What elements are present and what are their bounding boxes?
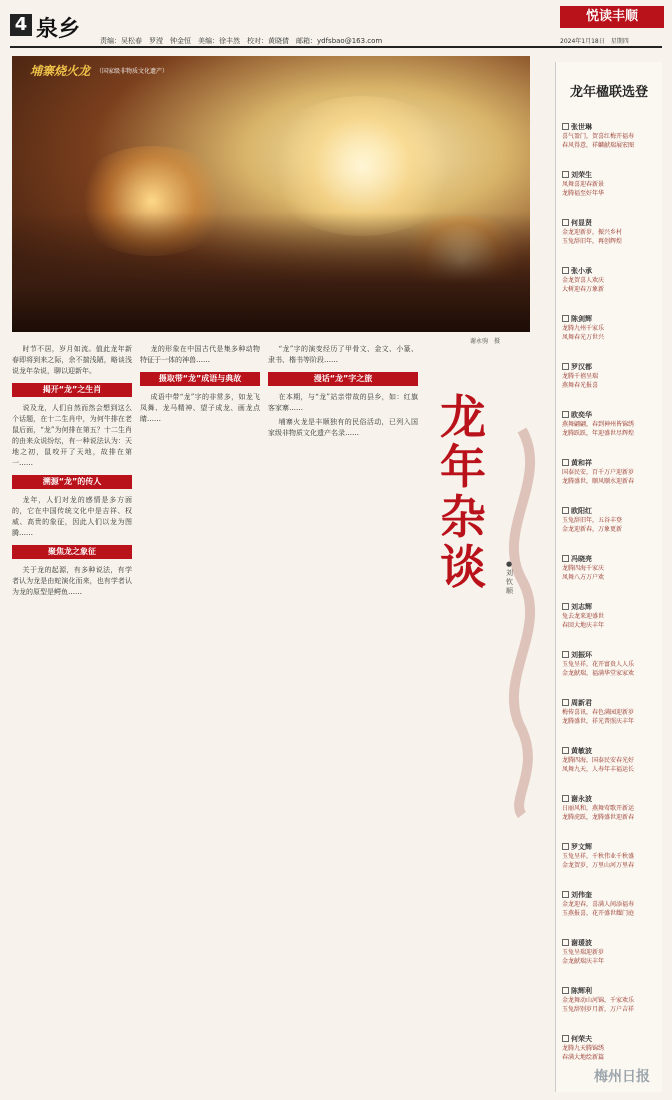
couplet-line: 凤舞八方万户欢 — [562, 574, 605, 581]
couplet-line: 大树迎春万象新 — [562, 286, 605, 293]
paragraph: 在本期，与“龙”站亲带故的县乡，如：红旗客家寨…… — [268, 393, 418, 412]
couplet-entry — [562, 410, 658, 438]
couplet-line: 龙腾跃跃，年迎盛世尽辉煌 — [562, 430, 635, 437]
couplet-entry — [562, 650, 658, 678]
couplet-line: 玉兔呈祥，千秋伟业千秋盛 — [562, 853, 635, 860]
couplet-entry — [562, 1034, 658, 1062]
couplet-line: 龙腾虎跃，龙腾盛世迎新春 — [562, 814, 635, 821]
article-column-1 — [12, 344, 132, 601]
subheading: 摄取带“龙”成语与典故 — [140, 372, 260, 386]
couplet-author: 刘志辉 — [562, 602, 658, 612]
couplet-line: 龙腾盛世，顺风顺水迎新春 — [562, 478, 635, 485]
couplet-line: 燕舞春光报喜 — [562, 382, 599, 389]
couplet-line: 凤舞九天，人寿年丰福运长 — [562, 766, 635, 773]
couplet-author: 张世琳 — [562, 122, 658, 132]
couplet-entry — [562, 794, 658, 822]
subheading: 漫话“龙”字之旅 — [268, 372, 418, 386]
couplets-sidebar — [555, 62, 662, 1092]
subheading: 揭开“龙”之生肖 — [12, 383, 132, 397]
dragon-illustration — [490, 420, 554, 820]
paragraph: “龙”字的演变经历了甲骨文、金文、小篆、隶书、楷书等阶段…… — [268, 345, 418, 364]
couplet-line: 玉燕报喜，花开盛世耀门庭 — [562, 910, 635, 917]
couplet-entry — [562, 362, 658, 390]
photo-tag: 埔寨烧火龙 — [30, 64, 91, 78]
page-number: 4 — [10, 14, 32, 36]
couplet-author: 陈剑辉 — [562, 314, 658, 324]
couplet-entry — [562, 890, 658, 918]
couplet-author: 冯晓亮 — [562, 554, 658, 564]
couplet-author: 黄和祥 — [562, 458, 658, 468]
couplet-entry — [562, 986, 658, 1014]
brand-banner: 悦读丰顺 — [560, 6, 664, 28]
article-column-3 — [268, 344, 418, 442]
couplet-line: 龙腾九天腾锦绣 — [562, 1045, 605, 1052]
paragraph: 成语中带“龙”字的非常多，如龙飞凤舞、龙马精神、望子成龙、画龙点睛…… — [140, 393, 260, 423]
editor-meta: 责编：吴松春 罗滢 钟金恒 美编：徐丰然 校对：黄晓倩 邮箱：ydfsbao@163.com — [100, 37, 383, 45]
article-column-2 — [140, 344, 260, 428]
couplet-entry — [562, 506, 658, 534]
couplet-line: 梅传喜讯，春色满园迎新岁 — [562, 709, 635, 716]
couplet-line: 凤舞春光万世兴 — [562, 334, 605, 341]
section-title: 泉乡 — [36, 16, 81, 42]
couplet-entry — [562, 698, 658, 726]
newspaper-logo: 梅州日报 — [594, 1069, 650, 1085]
couplet-line: 凤舞喜迎春新景 — [562, 181, 605, 188]
couplet-line: 金龙贺喜人欢庆 — [562, 277, 605, 284]
couplet-line: 龙腾福至好年华 — [562, 190, 605, 197]
paragraph: 龙的形象在中国古代是集多种动物特征于一体的神兽…… — [140, 345, 260, 364]
couplet-entry — [562, 938, 658, 966]
couplet-entry — [562, 314, 658, 342]
couplet-line: 日丽风和，燕舞莺歌开新运 — [562, 805, 635, 812]
couplet-line: 金龙迎新岁，振兴乡村 — [562, 229, 623, 236]
page-header — [0, 0, 672, 52]
article-author: ●刘钦顺 — [506, 560, 513, 595]
couplet-line: 春满大地绘新篇 — [562, 1054, 605, 1061]
couplet-entry — [562, 602, 658, 630]
couplet-author: 谢永波 — [562, 794, 658, 804]
sidebar-title: 龙年楹联选登 — [569, 85, 648, 100]
article-title: 龙年杂谈 — [440, 390, 486, 594]
couplet-entry — [562, 122, 658, 150]
couplet-author: 何显贤 — [562, 218, 658, 228]
couplet-line: 兔去龙来迎盛世 — [562, 613, 605, 620]
paragraph: 关于龙的起源，有多种说法，有学者认为龙是由蛇演化而来，也有学者认为龙的原型是鳄鱼…… — [12, 566, 132, 596]
photo-tag-sub: （国家级非物质文化遗产） — [96, 68, 169, 75]
couplet-line: 金龙迎新春，万象更新 — [562, 526, 623, 533]
couplet-entry — [562, 554, 658, 582]
couplet-line: 玉兔辞旧年，五谷丰登 — [562, 517, 623, 524]
couplet-author: 欧阳红 — [562, 506, 658, 516]
couplet-author: 黄敏波 — [562, 746, 658, 756]
couplet-line: 龙腾四海千家庆 — [562, 565, 605, 572]
couplet-line: 龙腾盛世，祥光普照庆丰年 — [562, 718, 635, 725]
couplet-line: 玉兔辞别岁月新，万户吉祥 — [562, 1006, 635, 1013]
couplet-author: 罗文辉 — [562, 842, 658, 852]
couplet-line: 金龙贺岁，万里山河万里春 — [562, 862, 635, 869]
couplet-line: 金龙舞动山河锦，千家欢乐 — [562, 997, 635, 1004]
couplet-line: 春风得意，祥麟献瑞展宏图 — [562, 142, 635, 149]
couplet-author: 何荣夫 — [562, 1034, 658, 1044]
paragraph: 龙年，人们对龙的感情是多方面的，它在中国传统文化中是吉祥、权威、高贵的象征，因此人们以龙为图腾…… — [12, 496, 132, 537]
subheading: 聚焦龙之象征 — [12, 545, 132, 559]
issue-date: 2024年1月18日 星期四 — [560, 38, 629, 45]
couplet-line: 玉兔呈祥，花开富贵人人乐 — [562, 661, 635, 668]
paragraph: 埔寨火龙是丰顺独有的民俗活动，已列入国家级非物质文化遗产名录…… — [268, 418, 418, 437]
couplet-line: 金龙献瑞庆丰年 — [562, 958, 605, 965]
subheading: 溯源“龙”的传人 — [12, 475, 132, 489]
couplet-author: 谢瑗波 — [562, 938, 658, 948]
couplet-author: 陈辉利 — [562, 986, 658, 996]
couplet-line: 玉兔呈瑞迎新岁 — [562, 949, 605, 956]
photo-credit: 谢永驹 摄 — [470, 338, 501, 345]
couplet-line: 金龙迎春，喜满人间添福寿 — [562, 901, 635, 908]
couplet-entry — [562, 746, 658, 774]
couplet-author: 欧奕华 — [562, 410, 658, 420]
couplet-line: 燕舞翩翩，春到神州皆锦绣 — [562, 421, 635, 428]
couplet-entry — [562, 266, 658, 294]
couplet-entry — [562, 458, 658, 486]
couplet-entry — [562, 218, 658, 246]
couplet-author: 罗汉都 — [562, 362, 658, 372]
couplet-author: 刘伟奎 — [562, 890, 658, 900]
header-rule — [10, 46, 662, 48]
couplet-line: 国泰民安，百千万户迎新岁 — [562, 469, 635, 476]
couplet-line: 龙腾九州千家乐 — [562, 325, 605, 332]
couplet-author: 刘荣生 — [562, 170, 658, 180]
couplet-line: 龙腾千禧呈瑞 — [562, 373, 599, 380]
paragraph: 时节不居，岁月如流。值此龙年新春即将到来之际，余不揣浅陋，略谈浅说龙年杂说，聊以迎新年。 — [12, 345, 132, 375]
fire-dragon-photo — [12, 56, 530, 332]
couplet-line: 喜气盈门，贺喜红梅开福寿 — [562, 133, 635, 140]
couplet-line: 龙腾四海，国泰民安春光好 — [562, 757, 635, 764]
couplet-author: 张小承 — [562, 266, 658, 276]
couplet-author: 周新君 — [562, 698, 658, 708]
couplet-entry — [562, 842, 658, 870]
paragraph: 说及龙，人们自然而然会想到这么个话题，在十二生肖中，为何牛排在老鼠后面，“龙”为何排在第五？十二生肖的由来众说纷纭，有一种说法认为：天地之初，鼠咬开了天地，故排在第一…… — [12, 404, 132, 467]
couplet-line: 春回大地庆丰年 — [562, 622, 605, 629]
couplet-entry — [562, 170, 658, 198]
couplet-line: 玉兔辞旧年，再创辉煌 — [562, 238, 623, 245]
couplet-author: 刘振环 — [562, 650, 658, 660]
couplet-line: 金龙献瑞，福满华堂家家欢 — [562, 670, 635, 677]
